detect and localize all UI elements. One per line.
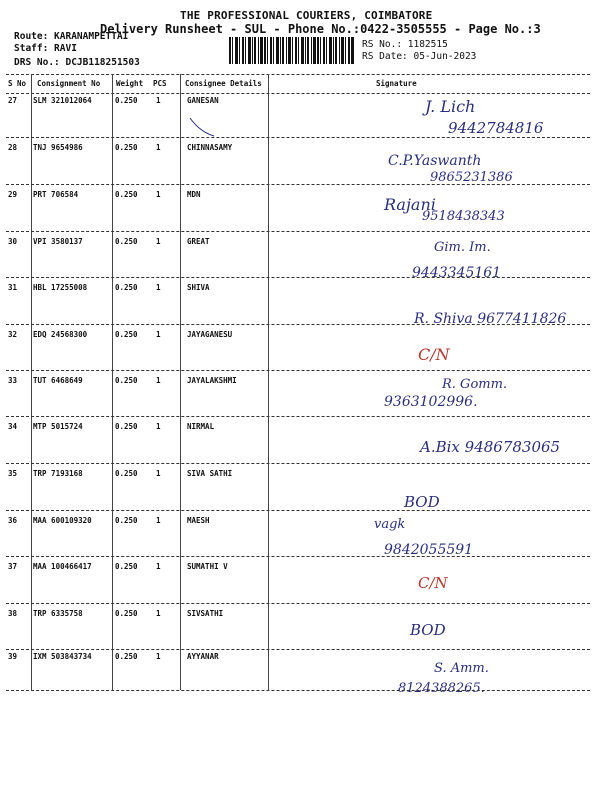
- row-pcs: 1: [156, 143, 161, 152]
- row-pcs: 1: [156, 609, 161, 618]
- row-divider: [6, 463, 590, 464]
- row-sno: 32: [8, 330, 18, 339]
- svg-text:C/N: C/N: [418, 574, 448, 592]
- svg-text:C/N: C/N: [418, 345, 450, 364]
- col-header-consignment: Consignment No: [37, 79, 101, 88]
- row-consignee: SIVSATHI: [187, 609, 224, 618]
- drs-number: DRS No.: DCJB118251503: [14, 57, 140, 68]
- row-sno: 34: [8, 422, 18, 431]
- row-sno: 31: [8, 283, 18, 292]
- svg-text:9363102996.: 9363102996.: [384, 394, 478, 410]
- row-pcs: 1: [156, 237, 161, 246]
- signature-handwriting: [0, 469, 600, 515]
- row-consignee: JAYAGANESU: [187, 330, 233, 339]
- company-title: THE PROFESSIONAL COURIERS, COIMBATORE: [180, 9, 433, 22]
- row-consignee: CHINNASAMY: [187, 143, 233, 152]
- rs-number: RS No.: 1182515: [362, 39, 448, 50]
- row-consignee: MAESH: [187, 516, 210, 525]
- row-consignment: VPI 3580137: [33, 237, 83, 246]
- svg-text:BOD: BOD: [404, 493, 440, 511]
- row-pcs: 1: [156, 562, 161, 571]
- row-divider: [6, 277, 590, 278]
- table-row: [0, 562, 600, 608]
- signature-handwriting: [0, 283, 600, 329]
- row-pcs: 1: [156, 516, 161, 525]
- row-consignee: NIRMAL: [187, 422, 215, 431]
- row-consignment: PRT 706584: [33, 190, 79, 199]
- route-label: Route: KARANAMPETTAI: [14, 31, 129, 42]
- table-row: [0, 469, 600, 515]
- row-consignment: TUT 6468649: [33, 376, 83, 385]
- row-weight: 0.250: [115, 652, 138, 661]
- row-divider: [6, 603, 590, 604]
- col-header-weight: Weight: [116, 79, 144, 88]
- signature-handwriting: [0, 422, 600, 468]
- row-consignment: MAA 100466417: [33, 562, 92, 571]
- row-consignee: SUMATHI V: [187, 562, 228, 571]
- row-divider: [6, 556, 590, 557]
- row-divider: [6, 184, 590, 185]
- col-header-pcs: PCS: [153, 79, 167, 88]
- row-pcs: 1: [156, 376, 161, 385]
- row-pcs: 1: [156, 330, 161, 339]
- header-bottom-border: [6, 93, 590, 94]
- row-consignment: TNJ 9654986: [33, 143, 83, 152]
- row-consignee: GREAT: [187, 237, 210, 246]
- svg-text:R. Gomm.: R. Gomm.: [442, 377, 508, 392]
- svg-text:J. Lich: J. Lich: [425, 97, 476, 116]
- svg-text:8124388265.: 8124388265.: [398, 681, 485, 696]
- row-sno: 27: [8, 96, 18, 105]
- row-consignee: JAYALAKSHMI: [187, 376, 237, 385]
- row-weight: 0.250: [115, 422, 138, 431]
- svg-text:9443345161: 9443345161: [412, 265, 502, 281]
- row-sno: 35: [8, 469, 18, 478]
- svg-text:S. Amm.: S. Amm.: [434, 661, 489, 676]
- signature-handwriting: [0, 190, 600, 236]
- row-pcs: 1: [156, 469, 161, 478]
- row-pcs: 1: [156, 96, 161, 105]
- row-consignee: GANESAN: [187, 96, 219, 105]
- row-weight: 0.250: [115, 516, 138, 525]
- signature-handwriting: [0, 143, 600, 189]
- runsheet-title: Delivery Runsheet - SUL - Phone No.:0422-3505555 - Page No.:3: [100, 22, 541, 36]
- table-row: [0, 190, 600, 236]
- row-consignment: EDQ 24568300: [33, 330, 88, 339]
- row-weight: 0.250: [115, 609, 138, 618]
- row-divider: [6, 416, 590, 417]
- row-sno: 37: [8, 562, 18, 571]
- row-consignment: TRP 7193168: [33, 469, 83, 478]
- row-sno: 39: [8, 652, 18, 661]
- row-consignment: HBL 17255008: [33, 283, 88, 292]
- svg-text:BOD: BOD: [410, 621, 446, 639]
- col-header-signature: Signature: [376, 79, 417, 88]
- row-consignee: SIVA SATHI: [187, 469, 233, 478]
- row-weight: 0.250: [115, 143, 138, 152]
- row-divider: [6, 324, 590, 325]
- svg-text:9842055591: 9842055591: [384, 542, 474, 558]
- row-consignee: AYYANAR: [187, 652, 219, 661]
- row-weight: 0.250: [115, 237, 138, 246]
- svg-text:C.P.Yaswanth: C.P.Yaswanth: [388, 153, 482, 169]
- svg-text:9518438343: 9518438343: [422, 209, 505, 224]
- row-weight: 0.250: [115, 283, 138, 292]
- row-pcs: 1: [156, 422, 161, 431]
- rs-date: RS Date: 05-Jun-2023: [362, 51, 477, 62]
- row-divider: [6, 231, 590, 232]
- table-row: [0, 422, 600, 468]
- row-divider: [6, 137, 590, 138]
- table-bottom-border: [6, 690, 590, 691]
- row-consignment: IXM 503843734: [33, 652, 92, 661]
- table-row: [0, 283, 600, 329]
- row-divider: [6, 510, 590, 511]
- svg-text:R. Shiva 9677411826: R. Shiva 9677411826: [414, 311, 567, 327]
- staff-label: Staff: RAVI: [14, 43, 77, 54]
- row-consignee: SHIVA: [187, 283, 210, 292]
- row-weight: 0.250: [115, 376, 138, 385]
- svg-text:9442784816: 9442784816: [448, 119, 544, 137]
- col-header-sno: S No: [8, 79, 27, 88]
- row-sno: 28: [8, 143, 18, 152]
- svg-text:vagk: vagk: [374, 517, 406, 532]
- row-weight: 0.250: [115, 469, 138, 478]
- row-consignment: MTP 5015724: [33, 422, 83, 431]
- row-consignment: MAA 600109320: [33, 516, 92, 525]
- svg-text:Rajani: Rajani: [384, 195, 436, 214]
- row-pcs: 1: [156, 190, 161, 199]
- row-consignee: MDN: [187, 190, 201, 199]
- row-divider: [6, 649, 590, 650]
- barcode-image: [229, 37, 354, 64]
- row-weight: 0.250: [115, 190, 138, 199]
- row-pcs: 1: [156, 283, 161, 292]
- svg-text:Gim. Im.: Gim. Im.: [434, 240, 491, 255]
- row-weight: 0.250: [115, 330, 138, 339]
- row-sno: 33: [8, 376, 18, 385]
- row-sno: 29: [8, 190, 18, 199]
- table-row: [0, 143, 600, 189]
- row-weight: 0.250: [115, 96, 138, 105]
- row-divider: [6, 370, 590, 371]
- table-row: [0, 96, 600, 142]
- svg-text:9865231386: 9865231386: [430, 170, 513, 185]
- row-sno: 36: [8, 516, 18, 525]
- row-pcs: 1: [156, 652, 161, 661]
- row-weight: 0.250: [115, 562, 138, 571]
- svg-text:A.Bix 9486783065: A.Bix 9486783065: [420, 438, 561, 456]
- table-top-border: [6, 74, 590, 75]
- row-consignment: SLM 321012064: [33, 96, 92, 105]
- row-consignment: TRP 6335758: [33, 609, 83, 618]
- row-sno: 30: [8, 237, 18, 246]
- col-header-consignee: Consignee Details: [185, 79, 262, 88]
- row-sno: 38: [8, 609, 18, 618]
- table-row: [0, 652, 600, 698]
